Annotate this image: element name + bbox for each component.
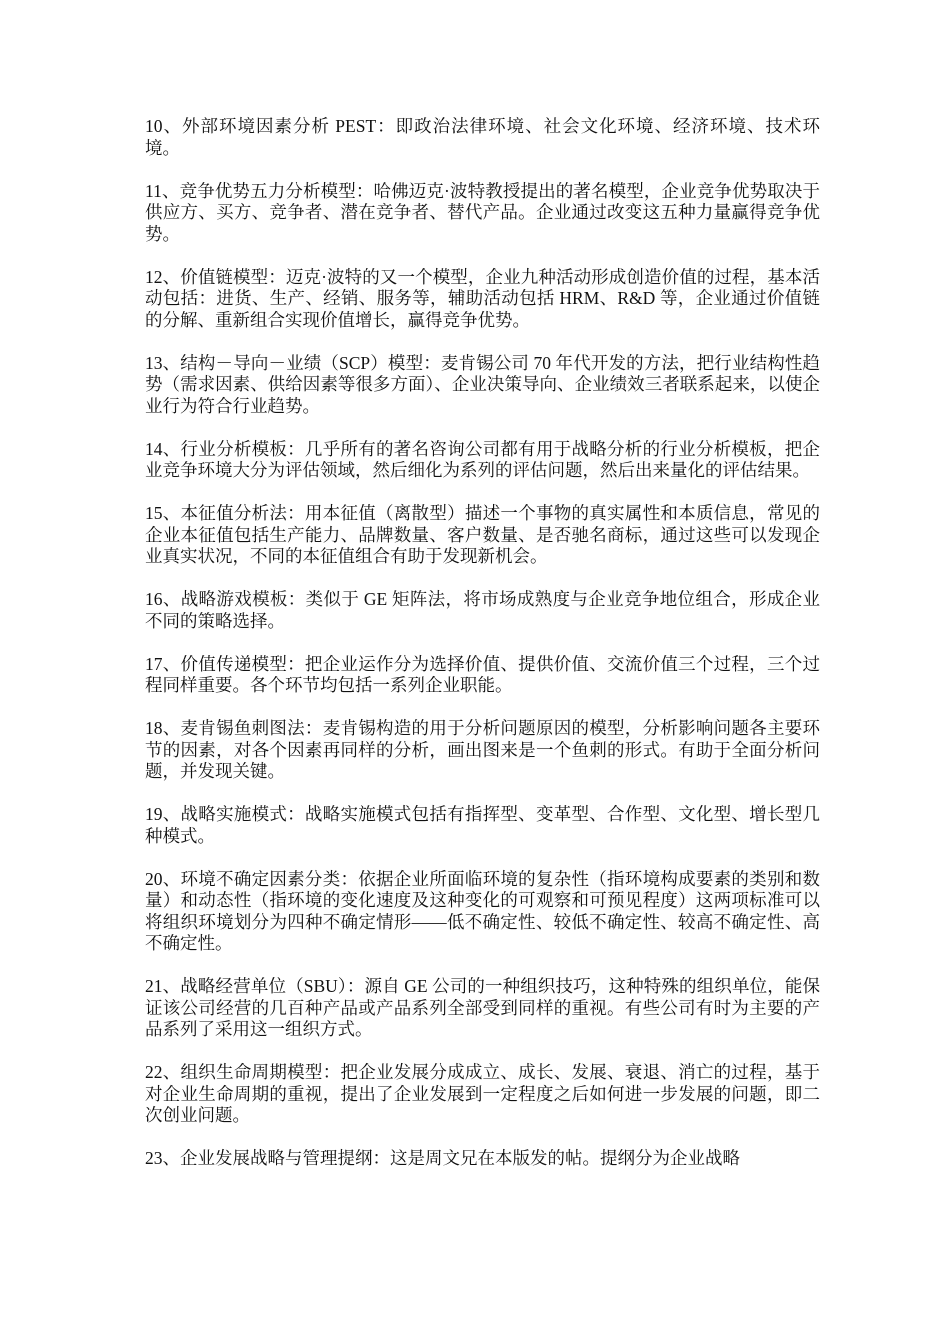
paragraph-23-outline: 23、企业发展战略与管理提纲：这是周文兄在本版发的帖。提纲分为企业战略 [145, 1148, 740, 1168]
paragraph-22-lifecycle: 22、组织生命周期模型：把企业发展分成成立、成长、发展、衰退、消亡的过程，基于对企业生命周期的重视，提出了企业发展到一定程度之后如何进一步发展的问题，即二次创业问题。 [145, 1062, 820, 1125]
paragraph-19-implementation: 19、战略实施模式：战略实施模式包括有指挥型、变革型、合作型、文化型、增长型几种模式。 [145, 804, 820, 846]
paragraph-14-industry-template: 14、行业分析模板：几乎所有的著名咨询公司都有用于战略分析的行业分析模板，把企业竞争环境大分为评估领域，然后细化为系列的评估问题，然后出来量化的评估结果。 [145, 438, 820, 480]
paragraph-17-value-delivery: 17、价值传递模型：把企业运作分为选择价值、提供价值、交流价值三个过程，三个过程同样重要。各个环节均包括一系列企业职能。 [145, 653, 820, 695]
document-body [145, 116, 820, 1191]
paragraph-16-strategy-game: 16、战略游戏模板：类似于 GE 矩阵法，将市场成熟度与企业竞争地位组合，形成企业不同的策略选择。 [145, 589, 820, 631]
paragraph-11-five-forces: 11、竞争优势五力分析模型：哈佛迈克·波特教授提出的著名模型，企业竞争优势取决于供应方、买方、竞争者、潜在竞争者、替代产品。企业通过改变这五种力量赢得竞争优势。 [145, 180, 820, 244]
paragraph-12-value-chain: 12、价值链模型：迈克·波特的又一个模型，企业九种活动形成创造价值的过程，基本活动包括：进货、生产、经销、服务等，辅助活动包括 HRM、R&D 等，企业通过价值链的分解、重新组合实现价值增长，赢得竞争优势。 [145, 266, 820, 330]
paragraph-18-fishbone: 18、麦肯锡鱼刺图法：麦肯锡构造的用于分析问题原因的模型，分析影响问题各主要环节的因素，对各个因素再同样的分析，画出图来是一个鱼刺的形式。有助于全面分析问题，并发现关键。 [145, 718, 820, 781]
paragraph-10-pest: 10、外部环境因素分析 PEST：即政治法律环境、社会文化环境、经济环境、技术环境。 [145, 116, 820, 158]
paragraph-20-uncertainty: 20、环境不确定因素分类：依据企业所面临环境的复杂性（指环境构成要素的类别和数量）和动态性（指环境的变化速度及这种变化的可观察和可预见程度）这两项标准可以将组织环境划分为四种不确定情形——低不确定性、较低不确定性、较高不确定性、高不确定性。 [145, 868, 820, 953]
paragraph-13-scp: 13、结构－导向－业绩（SCP）模型：麦肯锡公司 70 年代开发的方法，把行业结构性趋势（需求因素、供给因素等很多方面）、企业决策导向、企业绩效三者联系起来，以使企业行为符合行业趋势。 [145, 352, 820, 416]
paragraph-21-sbu: 21、战略经营单位（SBU）：源自 GE 公司的一种组织技巧，这种特殊的组织单位，能保证该公司经营的几百种产品或产品系列全部受到同样的重视。有些公司有时为主要的产品系列了采用这一组织方式。 [145, 976, 820, 1039]
paragraph-15-eigenvalue: 15、本征值分析法：用本征值（离散型）描述一个事物的真实属性和本质信息，常见的企业本征值包括生产能力、品牌数量、客户数量、是否驰名商标，通过这些可以发现企业真实状况，不同的本征值组合有助于发现新机会。 [145, 503, 820, 566]
